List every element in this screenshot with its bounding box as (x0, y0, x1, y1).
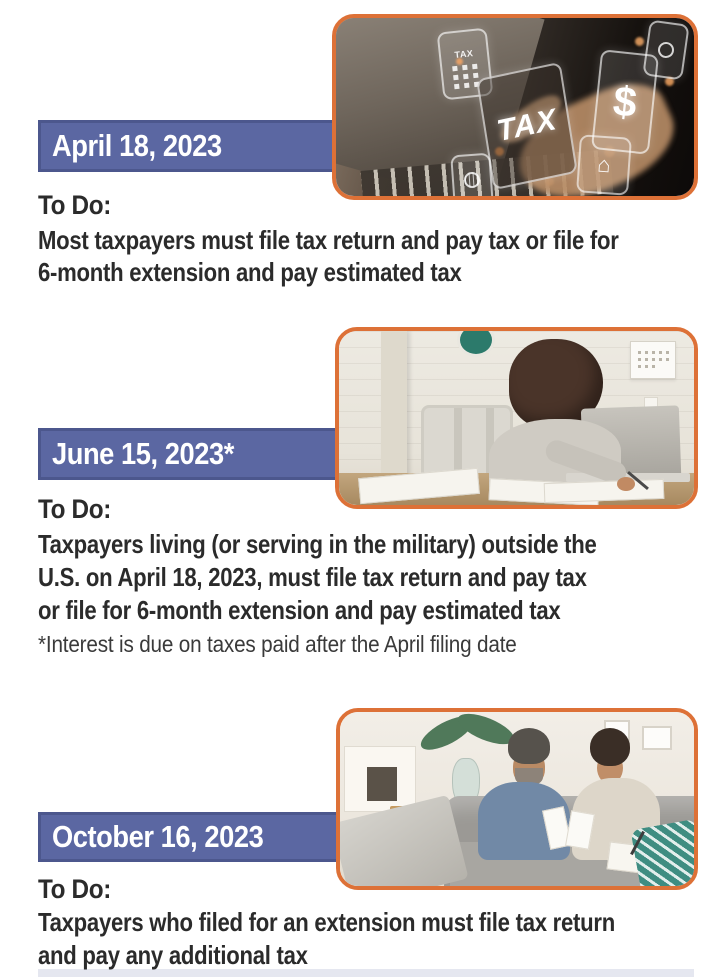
coin-icon (642, 19, 689, 80)
todo-heading: To Do: (38, 874, 111, 904)
photo-couple-reviewing-taxes (336, 708, 698, 890)
todo-text-line: or file for 6-month extension and pay estimated tax (38, 595, 561, 625)
todo-text-line: U.S. on April 18, 2023, must file tax return and pay tax (38, 562, 587, 592)
woman-hair-shape (590, 728, 630, 766)
date-banner-label: June 15, 2023* (52, 436, 234, 471)
dollar-card-label: $ (610, 76, 640, 127)
globe-icon (450, 153, 494, 196)
todo-text-line: and pay any additional tax (38, 940, 308, 970)
todo-text-line: 6-month extension and pay estimated tax (38, 257, 462, 287)
woman-hand-shape (617, 477, 635, 491)
photo-room-background (339, 331, 694, 505)
globe-circle (463, 171, 480, 188)
house-icon: ⌂ (576, 134, 632, 195)
todo-heading: To Do: (38, 494, 111, 524)
paper-shape (544, 479, 665, 503)
coin-circle (657, 41, 675, 59)
photo-woman-filing-taxes (335, 327, 698, 509)
tax-card-label: TAX (494, 102, 560, 149)
date-banner-label: October 16, 2023 (52, 819, 264, 854)
calendar-grid-dots (638, 351, 641, 354)
todo-heading: To Do: (38, 190, 111, 220)
photo-tax-background (336, 18, 694, 196)
calculator-tax-label: TAX (454, 47, 474, 60)
footnote-text: *Interest is due on taxes paid after the April filing date (38, 631, 517, 657)
photo-tax-technology (332, 14, 698, 200)
todo-text-line: Taxpayers living (or serving in the military) outside the (38, 529, 597, 559)
todo-text-line: Most taxpayers must file tax return and pay tax or file for (38, 225, 619, 255)
man-hair-shape (508, 728, 550, 764)
date-banner-label: April 18, 2023 (52, 128, 222, 163)
fireplace-shape (344, 746, 416, 812)
wall-clock-shape (457, 331, 495, 357)
picture-frame-shape (642, 726, 672, 750)
photo-livingroom-background (340, 712, 694, 886)
patterned-pillow-shape (630, 819, 694, 886)
todo-text-line: Taxpayers who filed for an extension must file tax return (38, 907, 615, 937)
calculator-keys-dots (452, 65, 457, 70)
wall-calendar-shape (630, 341, 676, 379)
firebox-shape (367, 767, 397, 801)
